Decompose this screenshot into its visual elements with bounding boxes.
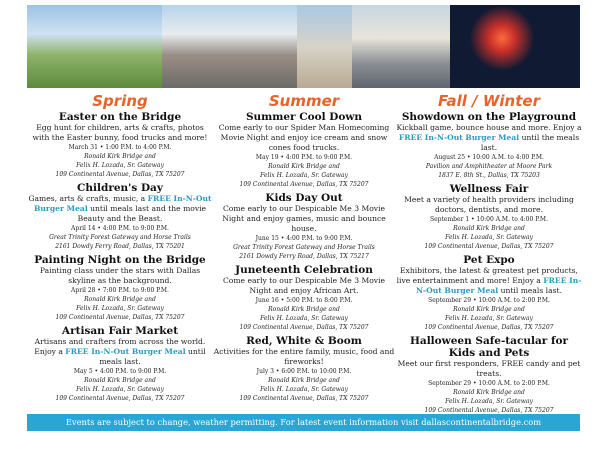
- event-date-time: August 25 • 10:00 A.M. to 4:00 P.M.: [434, 154, 544, 161]
- event-location: Ronald Kirk Bridge and: [453, 306, 525, 313]
- event-description: [27, 337, 213, 367]
- event-location: 2161 Dowdy Ferry Road, Dallas, TX 75201: [55, 243, 185, 250]
- event-location: 109 Continental Avenue, Dallas, TX 75207: [239, 181, 369, 188]
- column-summer: [212, 92, 396, 406]
- event-description: [27, 266, 213, 286]
- event-location: 109 Continental Avenue, Dallas, TX 75207: [239, 395, 369, 402]
- description-text: Come early to our Despicable Me 3 Movie Night and enjoy games, music and bounce house.: [222, 204, 386, 233]
- event-location: Pavilion and Amphitheater at Moore Park: [425, 163, 553, 170]
- event-title: Painting Night on the Bridge: [34, 254, 206, 266]
- crowd-photo: [162, 5, 297, 88]
- event-location: Felix H. Lozada, Sr. Gateway: [76, 305, 164, 312]
- event-description: [212, 347, 396, 367]
- season-heading: Fall / Winter: [438, 92, 540, 110]
- description-text: Come early to our Despicable Me 3 Movie Night and enjoy African Art.: [222, 276, 386, 295]
- event-item: [212, 264, 396, 332]
- event-date-time: June 16 • 5:00 P.M. to 8:00 P.M.: [255, 297, 353, 304]
- event-location: Ronald Kirk Bridge and: [84, 296, 156, 303]
- free-meal-highlight: FREE In-N-Out Burger Meal: [65, 347, 186, 356]
- description-text: Games, arts & crafts, music, a: [28, 194, 146, 203]
- event-location: Felix H. Lozada, Sr. Gateway: [260, 172, 348, 179]
- event-date-time: September 1 • 10:00 A.M. to 4:00 P.M.: [430, 216, 548, 223]
- event-title: Red, White & Boom: [246, 335, 362, 347]
- event-item: [27, 182, 213, 251]
- event-title: Children's Day: [77, 182, 163, 194]
- event-item: [212, 192, 396, 261]
- event-item: [212, 335, 396, 403]
- free-meal-highlight: FREE In-N-Out Burger Meal: [416, 276, 582, 295]
- event-description: [396, 195, 582, 215]
- event-date-time: September 29 • 10:00 A.M. to 2:00 P.M.: [428, 297, 550, 304]
- event-description: [396, 359, 582, 379]
- event-location: Felix H. Lozada, Sr. Gateway: [76, 386, 164, 393]
- event-description: [396, 266, 582, 296]
- description-text: Meet a variety of health providers including doctors, dentists, and more.: [404, 195, 574, 214]
- event-location: 109 Continental Avenue, Dallas, TX 75207: [55, 171, 185, 178]
- event-location: Felix H. Lozada, Sr. Gateway: [260, 386, 348, 393]
- season-heading: Summer: [268, 92, 340, 110]
- fireworks-photo: [450, 5, 580, 88]
- description-text: Kickball game, bounce house and more. Enjoy a: [396, 123, 582, 132]
- event-location: Ronald Kirk Bridge and: [84, 153, 156, 160]
- event-location: Felix H. Lozada, Sr. Gateway: [445, 315, 533, 322]
- description-text: Exhibitors, the latest & greatest pet products, live entertainment and more! Enjoy a: [396, 266, 578, 285]
- event-title: Easter on the Bridge: [58, 111, 182, 123]
- season-heading: Spring: [92, 92, 148, 110]
- info-banner: Events are subject to change, weather permitting. For latest event information visit dallascontinentalbridge.com: [27, 414, 580, 431]
- event-title: Showdown on the Playground: [401, 111, 577, 123]
- event-location: 109 Continental Avenue, Dallas, TX 75207: [55, 314, 185, 321]
- event-date-time: July 3 • 6:00 P.M. to 10:00 P.M.: [256, 368, 352, 375]
- event-title: Summer Cool Down: [245, 111, 363, 123]
- event-date-time: April 14 • 4:00 P.M. to 9:00 P.M.: [71, 225, 169, 232]
- event-description: [212, 276, 396, 296]
- description-text: until meals last.: [500, 286, 562, 295]
- event-date-time: May 5 • 4:00 P.M. to 9:00 P.M.: [73, 368, 167, 375]
- event-item: [396, 254, 582, 332]
- event-location: Ronald Kirk Bridge and: [453, 225, 525, 232]
- event-date-time: September 29 • 10:00 A.M. to 2:00 P.M.: [428, 380, 550, 387]
- event-location: Ronald Kirk Bridge and: [268, 377, 340, 384]
- event-title: Wellness Fair: [449, 183, 529, 195]
- event-item: [396, 183, 582, 251]
- event-title: Kids Day Out: [265, 192, 343, 204]
- event-location: 109 Continental Avenue, Dallas, TX 75207: [424, 324, 554, 331]
- event-location: 2161 Dowdy Ferry Road, Dallas, TX 75217: [239, 253, 369, 260]
- column-spring: [27, 92, 213, 406]
- event-date-time: March 31 • 1:00 P.M. to 4:00 P.M.: [68, 144, 172, 151]
- event-item: [396, 335, 582, 415]
- event-location: Felix H. Lozada, Sr. Gateway: [260, 315, 348, 322]
- event-item: [27, 325, 213, 403]
- event-location: Felix H. Lozada, Sr. Gateway: [76, 162, 164, 169]
- event-location: Felix H. Lozada, Sr. Gateway: [445, 234, 533, 241]
- event-date-time: June 15 • 4:00 P.M. to 9:00 P.M.: [255, 235, 353, 242]
- easter-bunny-photo: [352, 5, 450, 88]
- event-location: Great Trinity Forest Gateway and Horse Trails: [233, 244, 375, 251]
- description-text: until meals last.: [99, 347, 206, 366]
- bridge-walkway-photo: [297, 5, 352, 88]
- event-description: [212, 123, 396, 153]
- description-text: Egg hunt for children, arts & crafts, photos with the Easter bunny, food trucks and more!: [32, 123, 208, 142]
- event-location: 109 Continental Avenue, Dallas, TX 75207: [424, 407, 554, 414]
- description-text: Painting class under the stars with Dallas skyline as the background.: [39, 266, 201, 285]
- free-meal-highlight: FREE In-N-Out Burger Meal: [398, 133, 520, 142]
- description-text: until the meals last.: [480, 133, 580, 152]
- description-text: Come early to our Spider Man Homecoming Movie Night and enjoy ice cream and snow cones food trucks.: [218, 123, 390, 152]
- event-date-time: April 28 • 7:00 P.M. to 9:00 P.M.: [71, 287, 169, 294]
- event-location: Great Trinity Forest Gateway and Horse Trails: [49, 234, 191, 241]
- event-location: 109 Continental Avenue, Dallas, TX 75207: [55, 395, 185, 402]
- event-date-time: May 19 • 4:00 P.M. to 9:00 P.M.: [255, 154, 353, 161]
- event-location: Ronald Kirk Bridge and: [268, 163, 340, 170]
- event-location: 109 Continental Avenue, Dallas, TX 75207: [424, 243, 554, 250]
- event-location: 109 Continental Avenue, Dallas, TX 75207: [239, 324, 369, 331]
- description-text: Artisans and crafters from across the world. Enjoy a: [34, 337, 206, 356]
- description-text: Meet our first responders, FREE candy and pet treats.: [397, 359, 581, 378]
- event-item: [396, 111, 582, 180]
- event-title: Halloween Safe-tacular for Kids and Pets: [409, 335, 569, 359]
- event-item: [212, 111, 396, 189]
- event-description: [27, 194, 213, 224]
- event-location: Ronald Kirk Bridge and: [84, 377, 156, 384]
- event-description: [396, 123, 582, 153]
- free-meal-highlight: FREE In-N-Out Burger Meal: [33, 194, 212, 213]
- festival-photo: [27, 5, 162, 88]
- event-item: [27, 111, 213, 179]
- description-text: Activities for the entire family, music, food and fireworks!: [213, 347, 395, 366]
- event-title: Pet Expo: [463, 254, 515, 266]
- event-location: 1837 E. 8th St., Dallas, TX 75203: [438, 172, 540, 179]
- event-location: Ronald Kirk Bridge and: [268, 306, 340, 313]
- event-title: Juneteenth Celebration: [235, 264, 373, 276]
- description-text: until meals last and the movie Beauty and the Beast.: [77, 204, 207, 223]
- event-item: [27, 254, 213, 322]
- event-location: Felix H. Lozada, Sr. Gateway: [445, 398, 533, 405]
- event-description: [212, 204, 396, 234]
- column-fall-winter: [396, 92, 582, 418]
- photo-strip: [27, 5, 580, 88]
- event-location: Ronald Kirk Bridge and: [453, 389, 525, 396]
- event-description: [27, 123, 213, 143]
- event-title: Artisan Fair Market: [61, 325, 179, 337]
